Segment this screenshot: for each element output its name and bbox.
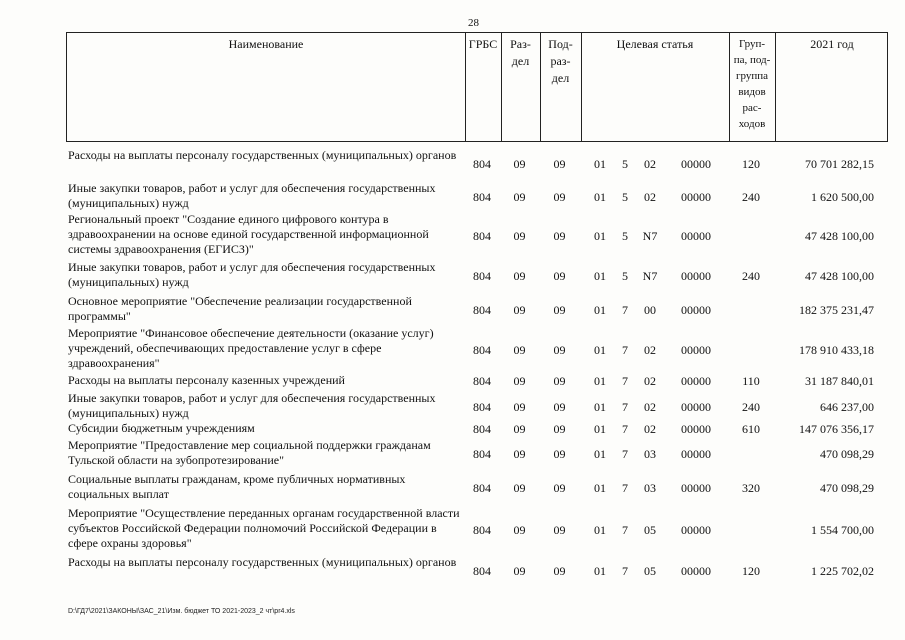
cell-rz: 09 xyxy=(513,400,526,414)
table-row xyxy=(66,148,888,178)
cell-amount: 178 910 433,18 xyxy=(799,343,874,357)
cell-cs4: 00000 xyxy=(681,229,711,243)
cell-grbs: 804 xyxy=(473,481,491,495)
cell-pr: 09 xyxy=(553,564,566,578)
cell-amount: 182 375 231,47 xyxy=(799,303,874,317)
cell-rz: 09 xyxy=(513,422,526,436)
cell-cs4: 00000 xyxy=(681,343,711,357)
cell-grbs: 804 xyxy=(473,400,491,414)
row-name: Основное мероприятие "Обеспечение реализации государственной программы" xyxy=(68,294,412,323)
cell-amount: 70 701 282,15 xyxy=(805,157,874,171)
cell-pr: 09 xyxy=(553,229,566,243)
cell-amount: 1 620 500,00 xyxy=(811,190,874,204)
row-name: Расходы на выплаты персоналу казенных учреждений xyxy=(68,373,345,387)
cell-cs2: 5 xyxy=(622,190,628,204)
cell-grbs: 804 xyxy=(473,269,491,283)
cell-rz: 09 xyxy=(513,481,526,495)
cell-pr: 09 xyxy=(553,303,566,317)
cell-vr: 120 xyxy=(742,564,760,578)
cell-cs2: 7 xyxy=(622,481,628,495)
cell-pr: 09 xyxy=(553,400,566,414)
row-name: Иные закупки товаров, работ и услуг для обеспечения государственных (муниципальных) нужд xyxy=(68,181,436,210)
cell-cs3: N7 xyxy=(642,229,658,243)
cell-rz: 09 xyxy=(513,564,526,578)
cell-amount: 1 225 702,02 xyxy=(811,564,874,578)
cell-grbs: 804 xyxy=(473,564,491,578)
cell-pr: 09 xyxy=(553,269,566,283)
cell-amount: 147 076 356,17 xyxy=(799,422,874,436)
row-name: Мероприятие "Осуществление переданных органам государственной власти субъектов Российской Федерации полномочий Российской Федерации в сфере охраны здоровья" xyxy=(68,506,460,550)
cell-cs2: 5 xyxy=(622,157,628,171)
cell-cs4: 00000 xyxy=(681,523,711,537)
cell-cs4: 00000 xyxy=(681,303,711,317)
cell-amount: 470 098,29 xyxy=(820,481,874,495)
cell-amount: 1 554 700,00 xyxy=(811,523,874,537)
row-name: Мероприятие "Финансовое обеспечение деятельности (оказание услуг) учреждений, обеспечивающих предоставление услуг в сфере здравоохранения" xyxy=(68,326,434,370)
cell-cs4: 00000 xyxy=(681,564,711,578)
cell-cs1: 01 xyxy=(594,564,606,578)
header-podrazdel: Под- раз- дел xyxy=(548,37,573,85)
cell-cs3: 02 xyxy=(644,190,656,204)
cell-amount: 47 428 100,00 xyxy=(805,269,874,283)
cell-rz: 09 xyxy=(513,523,526,537)
cell-cs1: 01 xyxy=(594,343,606,357)
table-row xyxy=(66,421,888,436)
table-row xyxy=(66,294,888,324)
cell-pr: 09 xyxy=(553,523,566,537)
cell-amount: 470 098,29 xyxy=(820,447,874,461)
row-name: Социальные выплаты гражданам, кроме публичных нормативных социальных выплат xyxy=(68,472,406,501)
cell-grbs: 804 xyxy=(473,374,491,388)
cell-cs3: 02 xyxy=(644,374,656,388)
table-row xyxy=(66,391,888,421)
cell-cs4: 00000 xyxy=(681,190,711,204)
row-name: Расходы на выплаты персоналу государственных (муниципальных) органов xyxy=(68,555,457,569)
cell-cs1: 01 xyxy=(594,400,606,414)
header-expense-group: Груп- па, под- группа видов рас- ходов xyxy=(733,38,771,130)
cell-pr: 09 xyxy=(553,481,566,495)
cell-cs3: 05 xyxy=(644,564,656,578)
cell-cs3: 02 xyxy=(644,343,656,357)
cell-cs4: 00000 xyxy=(681,400,711,414)
cell-grbs: 804 xyxy=(473,157,491,171)
cell-grbs: 804 xyxy=(473,343,491,357)
cell-rz: 09 xyxy=(513,190,526,204)
cell-pr: 09 xyxy=(553,190,566,204)
cell-cs1: 01 xyxy=(594,374,606,388)
cell-vr: 240 xyxy=(742,190,760,204)
cell-amount: 646 237,00 xyxy=(820,400,874,414)
cell-cs3: N7 xyxy=(642,269,658,283)
cell-pr: 09 xyxy=(553,343,566,357)
cell-cs2: 7 xyxy=(622,400,628,414)
row-name: Расходы на выплаты персоналу государственных (муниципальных) органов xyxy=(68,148,457,162)
cell-cs1: 01 xyxy=(594,303,606,317)
cell-cs3: 03 xyxy=(644,481,656,495)
cell-cs2: 5 xyxy=(622,269,628,283)
cell-rz: 09 xyxy=(513,229,526,243)
cell-cs4: 00000 xyxy=(681,481,711,495)
cell-cs1: 01 xyxy=(594,481,606,495)
cell-amount: 31 187 840,01 xyxy=(805,374,874,388)
cell-rz: 09 xyxy=(513,157,526,171)
cell-cs3: 05 xyxy=(644,523,656,537)
table-row xyxy=(66,506,888,552)
cell-rz: 09 xyxy=(513,374,526,388)
cell-cs1: 01 xyxy=(594,447,606,461)
cell-vr: 110 xyxy=(742,374,760,388)
cell-grbs: 804 xyxy=(473,303,491,317)
cell-vr: 320 xyxy=(742,481,760,495)
cell-cs2: 7 xyxy=(622,374,628,388)
cell-rz: 09 xyxy=(513,303,526,317)
cell-cs2: 5 xyxy=(622,229,628,243)
cell-pr: 09 xyxy=(553,157,566,171)
cell-cs4: 00000 xyxy=(681,374,711,388)
row-name: Иные закупки товаров, работ и услуг для обеспечения государственных (муниципальных) нужд xyxy=(68,391,436,420)
table-row xyxy=(66,181,888,211)
cell-cs1: 01 xyxy=(594,523,606,537)
cell-cs3: 03 xyxy=(644,447,656,461)
cell-cs2: 7 xyxy=(622,447,628,461)
table-row xyxy=(66,373,888,388)
cell-vr: 610 xyxy=(742,422,760,436)
cell-pr: 09 xyxy=(553,422,566,436)
page-number: 28 xyxy=(468,17,479,29)
cell-cs1: 01 xyxy=(594,269,606,283)
cell-rz: 09 xyxy=(513,343,526,357)
cell-grbs: 804 xyxy=(473,523,491,537)
cell-cs3: 02 xyxy=(644,400,656,414)
table-row xyxy=(66,326,888,372)
cell-grbs: 804 xyxy=(473,447,491,461)
table-row xyxy=(66,260,888,290)
cell-cs3: 02 xyxy=(644,422,656,436)
cell-cs2: 7 xyxy=(622,564,628,578)
cell-cs3: 00 xyxy=(644,303,656,317)
cell-cs4: 00000 xyxy=(681,447,711,461)
footer-file-path: D:\ГД7\2021\ЗАКОНЫ\ЗАС_21\Изм. бюджет ТО 2021-2023_2 чт\pr4.xls xyxy=(68,608,295,615)
cell-cs2: 7 xyxy=(622,422,628,436)
cell-cs4: 00000 xyxy=(681,422,711,436)
cell-cs4: 00000 xyxy=(681,157,711,171)
cell-cs4: 00000 xyxy=(681,269,711,283)
header-year-2021: 2021 год xyxy=(810,37,854,51)
table-row xyxy=(66,555,888,585)
table-row xyxy=(66,438,888,468)
header-razdel: Раз- дел xyxy=(510,37,531,68)
header-target-article: Целевая статья xyxy=(616,37,694,51)
cell-pr: 09 xyxy=(553,374,566,388)
cell-rz: 09 xyxy=(513,269,526,283)
cell-cs3: 02 xyxy=(644,157,656,171)
cell-rz: 09 xyxy=(513,447,526,461)
row-name: Мероприятие "Предоставление мер социальной поддержки гражданам Тульской области на зубопротезирование" xyxy=(68,438,431,467)
cell-cs1: 01 xyxy=(594,229,606,243)
cell-vr: 240 xyxy=(742,400,760,414)
cell-cs1: 01 xyxy=(594,157,606,171)
cell-pr: 09 xyxy=(553,447,566,461)
header-grbs: ГРБС xyxy=(468,37,498,51)
table-row xyxy=(66,212,888,258)
cell-cs1: 01 xyxy=(594,190,606,204)
cell-cs1: 01 xyxy=(594,422,606,436)
header-name: Наименование xyxy=(228,37,304,51)
cell-grbs: 804 xyxy=(473,190,491,204)
row-name: Иные закупки товаров, работ и услуг для обеспечения государственных (муниципальных) нужд xyxy=(68,260,436,289)
cell-vr: 240 xyxy=(742,269,760,283)
cell-grbs: 804 xyxy=(473,229,491,243)
cell-cs2: 7 xyxy=(622,303,628,317)
row-name: Субсидии бюджетным учреждениям xyxy=(68,421,255,435)
cell-cs2: 7 xyxy=(622,523,628,537)
table-row xyxy=(66,472,888,502)
cell-cs2: 7 xyxy=(622,343,628,357)
table-header xyxy=(66,32,888,142)
cell-vr: 120 xyxy=(742,157,760,171)
cell-grbs: 804 xyxy=(473,422,491,436)
cell-amount: 47 428 100,00 xyxy=(805,229,874,243)
row-name: Региональный проект "Создание единого цифрового контура в здравоохранении на основе единой государственной информационной системы здравоохранения (ЕГИСЗ)" xyxy=(68,212,429,256)
